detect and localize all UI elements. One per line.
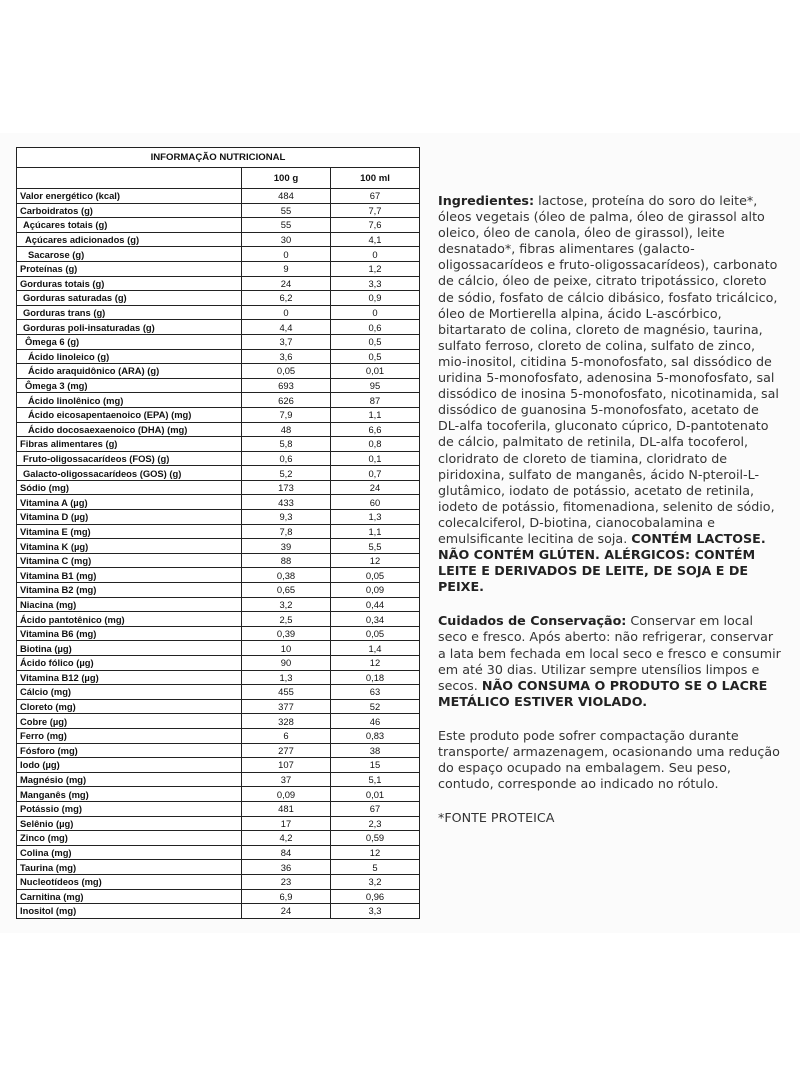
value-per-100g: 433 bbox=[242, 495, 331, 510]
value-per-100ml: 0,01 bbox=[331, 787, 420, 802]
nutrient-name: Carboidratos (g) bbox=[17, 203, 242, 218]
value-per-100ml: 0,9 bbox=[331, 291, 420, 306]
value-per-100g: 37 bbox=[242, 772, 331, 787]
value-per-100g: 5,8 bbox=[242, 437, 331, 452]
value-per-100g: 88 bbox=[242, 553, 331, 568]
value-per-100g: 3,2 bbox=[242, 597, 331, 612]
table-row bbox=[17, 276, 420, 291]
nutrient-name: Ômega 3 (mg) bbox=[17, 378, 242, 393]
value-per-100g: 693 bbox=[242, 378, 331, 393]
value-per-100ml: 0 bbox=[331, 247, 420, 262]
value-per-100ml: 67 bbox=[331, 189, 420, 204]
header-100g: 100 g bbox=[242, 168, 331, 189]
table-row bbox=[17, 904, 420, 919]
value-per-100ml: 0,59 bbox=[331, 831, 420, 846]
table-row bbox=[17, 670, 420, 685]
value-per-100ml: 67 bbox=[331, 801, 420, 816]
value-per-100g: 9 bbox=[242, 261, 331, 276]
header-100ml: 100 ml bbox=[331, 168, 420, 189]
table-row bbox=[17, 699, 420, 714]
table-row bbox=[17, 232, 420, 247]
table-row bbox=[17, 626, 420, 641]
value-per-100g: 0 bbox=[242, 305, 331, 320]
table-row bbox=[17, 758, 420, 773]
allergen-warning: CONTÉM LACTOSE. NÃO CONTÉM GLÚTEN. ALÉRGICOS: CONTÉM LEITE E DERIVADOS DE LEITE, DE SOJA E DE PEIXE. bbox=[438, 530, 766, 595]
value-per-100ml: 0,5 bbox=[331, 349, 420, 364]
value-per-100ml: 0,5 bbox=[331, 334, 420, 349]
value-per-100ml: 0,6 bbox=[331, 320, 420, 335]
nutrient-name: Fruto-oligossacarídeos (FOS) (g) bbox=[17, 451, 242, 466]
nutrient-name: Zinco (mg) bbox=[17, 831, 242, 846]
nutrient-name: Biotina (µg) bbox=[17, 641, 242, 656]
value-per-100ml: 60 bbox=[331, 495, 420, 510]
value-per-100g: 55 bbox=[242, 218, 331, 233]
value-per-100g: 455 bbox=[242, 685, 331, 700]
table-row bbox=[17, 334, 420, 349]
value-per-100g: 84 bbox=[242, 845, 331, 860]
nutrient-name: Sódio (mg) bbox=[17, 480, 242, 495]
nutrient-name: Vitamina B1 (mg) bbox=[17, 568, 242, 583]
nutrient-name: Ácido linolênico (mg) bbox=[17, 393, 242, 408]
value-per-100ml: 5,1 bbox=[331, 772, 420, 787]
nutrient-name: Cloreto (mg) bbox=[17, 699, 242, 714]
nutrient-name: Ácido fólico (µg) bbox=[17, 656, 242, 671]
table-row bbox=[17, 728, 420, 743]
compaction-note: Este produto pode sofrer compactação durante transporte/ armazenagem, ocasionando uma redução do espaço ocupado na embalagem. Seu peso, contudo, corresponde ao indicado no rótulo. bbox=[438, 727, 780, 792]
nutrient-name: Açúcares totais (g) bbox=[17, 218, 242, 233]
value-per-100ml: 46 bbox=[331, 714, 420, 729]
nutrient-name: Cálcio (mg) bbox=[17, 685, 242, 700]
value-per-100g: 90 bbox=[242, 656, 331, 671]
table-row bbox=[17, 583, 420, 598]
value-per-100ml: 0,05 bbox=[331, 626, 420, 641]
value-per-100g: 1,3 bbox=[242, 670, 331, 685]
nutrient-name: Iodo (µg) bbox=[17, 758, 242, 773]
value-per-100ml: 7,7 bbox=[331, 203, 420, 218]
table-row bbox=[17, 218, 420, 233]
table-row bbox=[17, 510, 420, 525]
value-per-100ml: 38 bbox=[331, 743, 420, 758]
table-title: INFORMAÇÃO NUTRICIONAL bbox=[17, 148, 420, 168]
value-per-100g: 36 bbox=[242, 860, 331, 875]
value-per-100ml: 12 bbox=[331, 656, 420, 671]
value-per-100g: 3,7 bbox=[242, 334, 331, 349]
table-row bbox=[17, 291, 420, 306]
value-per-100g: 0,38 bbox=[242, 568, 331, 583]
value-per-100g: 6 bbox=[242, 728, 331, 743]
value-per-100ml: 12 bbox=[331, 553, 420, 568]
nutrient-name: Valor energético (kcal) bbox=[17, 189, 242, 204]
value-per-100g: 0,05 bbox=[242, 364, 331, 379]
storage-paragraph bbox=[438, 613, 783, 710]
table-row bbox=[17, 553, 420, 568]
nutrient-name: Colina (mg) bbox=[17, 845, 242, 860]
value-per-100g: 48 bbox=[242, 422, 331, 437]
table-row bbox=[17, 189, 420, 204]
nutrient-name: Potássio (mg) bbox=[17, 801, 242, 816]
table-row bbox=[17, 685, 420, 700]
table-row bbox=[17, 349, 420, 364]
value-per-100ml: 2,3 bbox=[331, 816, 420, 831]
table-row bbox=[17, 524, 420, 539]
nutrient-name: Galacto-oligossacarídeos (GOS) (g) bbox=[17, 466, 242, 481]
value-per-100g: 23 bbox=[242, 874, 331, 889]
nutrient-name: Ômega 6 (g) bbox=[17, 334, 242, 349]
value-per-100ml: 5 bbox=[331, 860, 420, 875]
value-per-100g: 626 bbox=[242, 393, 331, 408]
value-per-100ml: 1,3 bbox=[331, 510, 420, 525]
value-per-100ml: 12 bbox=[331, 845, 420, 860]
value-per-100ml: 0,34 bbox=[331, 612, 420, 627]
nutrient-name: Ácido docosaexaenoico (DHA) (mg) bbox=[17, 422, 242, 437]
table-row bbox=[17, 831, 420, 846]
nutrient-name: Ácido araquidônico (ARA) (g) bbox=[17, 364, 242, 379]
value-per-100ml: 0,83 bbox=[331, 728, 420, 743]
nutrient-name: Vitamina B2 (mg) bbox=[17, 583, 242, 598]
table-row bbox=[17, 801, 420, 816]
table-row bbox=[17, 437, 420, 452]
value-per-100ml: 3,2 bbox=[331, 874, 420, 889]
table-row bbox=[17, 451, 420, 466]
value-per-100g: 0,09 bbox=[242, 787, 331, 802]
ingredients-list: lactose, proteína do soro do leite*, óleos vegetais (óleo de palma, óleo de girassol alto oleico, óleo de canola, óleo de girassol), leite desnatado*, fibras alimentares (galacto-oligossacarídeos e fruto-oligossacarídeos), carbonato de cálcio, óleo de peixe, citrato tripotássico, cloreto de sódio, fosfato de cálcio dibásico, fosfato tricálcico, óleo de Mortierella alpina, ácido L-ascórbico, bitartarato de colina, cloreto de magnésio, taurina, sulfato ferroso, cloreto de colina, sulfato de zinco, mio-inositol, citidina 5-monofosfato, sal dissódico de uridina 5-monofosfato, adenosina 5-monofosfato, sal dissódico de inosina 5-monofosfato, nicotinamida, sal dissódico de guanosina 5-monofosfato, acetato de DL-alfa tocoferila, gluconato cúprico, D-pantotenato de cálcio, palmitato de retinila, DL-alfa tocoferol, cloridrato de cloreto de tiamina, cloridrato de piridoxina, sulfato de manganês, ácido N-pteroil-L-glutâmico, iodato de potássio, acetato de retinila, iodeto de potássio, fitomenadiona, selenito de sódio, colecalciferol, D-biotina, cianocobalamina e emulsificante lecitina de soja. bbox=[438, 193, 779, 546]
value-per-100g: 0,6 bbox=[242, 451, 331, 466]
table-header-row bbox=[17, 168, 420, 189]
table-row bbox=[17, 203, 420, 218]
value-per-100ml: 24 bbox=[331, 480, 420, 495]
value-per-100ml: 0,44 bbox=[331, 597, 420, 612]
value-per-100g: 10 bbox=[242, 641, 331, 656]
table-row bbox=[17, 393, 420, 408]
table-row bbox=[17, 597, 420, 612]
table-row bbox=[17, 539, 420, 554]
table-row bbox=[17, 845, 420, 860]
value-per-100ml: 0,05 bbox=[331, 568, 420, 583]
nutrient-name: Manganês (mg) bbox=[17, 787, 242, 802]
ingredients-paragraph bbox=[438, 193, 783, 595]
table-row bbox=[17, 860, 420, 875]
storage-text: Conservar em local seco e fresco. Após aberto: não refrigerar, conservar a lata bem fechada em local seco e fresco e consumir em até 30 dias. Utilizar sempre utensílios limpos e secos. bbox=[438, 613, 781, 693]
value-per-100g: 0 bbox=[242, 247, 331, 262]
value-per-100g: 107 bbox=[242, 758, 331, 773]
value-per-100ml: 0,09 bbox=[331, 583, 420, 598]
nutrient-name: Açúcares adicionados (g) bbox=[17, 232, 242, 247]
product-info-text bbox=[438, 193, 783, 844]
table-row bbox=[17, 787, 420, 802]
nutrient-name: Fibras alimentares (g) bbox=[17, 437, 242, 452]
nutrient-name: Sacarose (g) bbox=[17, 247, 242, 262]
value-per-100ml: 0,01 bbox=[331, 364, 420, 379]
nutrient-name: Inositol (mg) bbox=[17, 904, 242, 919]
table-row bbox=[17, 743, 420, 758]
table-row bbox=[17, 641, 420, 656]
header-blank bbox=[17, 168, 242, 189]
value-per-100g: 0,65 bbox=[242, 583, 331, 598]
table-body bbox=[17, 189, 420, 919]
protein-source-footnote: *FONTE PROTEICA bbox=[438, 810, 555, 826]
nutrient-name: Vitamina B12 (µg) bbox=[17, 670, 242, 685]
nutrient-name: Vitamina E (mg) bbox=[17, 524, 242, 539]
nutrient-name: Nucleotídeos (mg) bbox=[17, 874, 242, 889]
value-per-100g: 6,9 bbox=[242, 889, 331, 904]
nutrient-name: Vitamina D (µg) bbox=[17, 510, 242, 525]
nutrient-name: Vitamina B6 (mg) bbox=[17, 626, 242, 641]
value-per-100ml: 7,6 bbox=[331, 218, 420, 233]
table-row bbox=[17, 407, 420, 422]
value-per-100g: 39 bbox=[242, 539, 331, 554]
table-row bbox=[17, 889, 420, 904]
value-per-100ml: 5,5 bbox=[331, 539, 420, 554]
value-per-100ml: 63 bbox=[331, 685, 420, 700]
table-title-row bbox=[17, 148, 420, 168]
nutrient-name: Vitamina A (µg) bbox=[17, 495, 242, 510]
value-per-100g: 17 bbox=[242, 816, 331, 831]
nutrient-name: Vitamina C (mg) bbox=[17, 553, 242, 568]
table-row bbox=[17, 816, 420, 831]
table-row bbox=[17, 714, 420, 729]
value-per-100g: 5,2 bbox=[242, 466, 331, 481]
value-per-100g: 55 bbox=[242, 203, 331, 218]
value-per-100g: 24 bbox=[242, 904, 331, 919]
nutrient-name: Gorduras trans (g) bbox=[17, 305, 242, 320]
value-per-100g: 4,2 bbox=[242, 831, 331, 846]
value-per-100g: 173 bbox=[242, 480, 331, 495]
nutrient-name: Niacina (mg) bbox=[17, 597, 242, 612]
table-row bbox=[17, 772, 420, 787]
value-per-100g: 377 bbox=[242, 699, 331, 714]
value-per-100g: 7,8 bbox=[242, 524, 331, 539]
value-per-100g: 484 bbox=[242, 189, 331, 204]
nutrient-name: Ácido linoleico (g) bbox=[17, 349, 242, 364]
value-per-100ml: 1,2 bbox=[331, 261, 420, 276]
nutrient-name: Magnésio (mg) bbox=[17, 772, 242, 787]
table-row bbox=[17, 466, 420, 481]
value-per-100ml: 1,1 bbox=[331, 524, 420, 539]
seal-warning: NÃO CONSUMA O PRODUTO SE O LACRE METÁLICO ESTIVER VIOLADO. bbox=[438, 677, 768, 709]
value-per-100g: 328 bbox=[242, 714, 331, 729]
nutrient-name: Vitamina K (µg) bbox=[17, 539, 242, 554]
value-per-100ml: 6,6 bbox=[331, 422, 420, 437]
nutrient-name: Gorduras totais (g) bbox=[17, 276, 242, 291]
table-row bbox=[17, 656, 420, 671]
value-per-100g: 277 bbox=[242, 743, 331, 758]
value-per-100ml: 1,1 bbox=[331, 407, 420, 422]
table-row bbox=[17, 364, 420, 379]
value-per-100g: 24 bbox=[242, 276, 331, 291]
value-per-100g: 9,3 bbox=[242, 510, 331, 525]
value-per-100ml: 0,7 bbox=[331, 466, 420, 481]
value-per-100g: 6,2 bbox=[242, 291, 331, 306]
value-per-100ml: 87 bbox=[331, 393, 420, 408]
value-per-100ml: 0,8 bbox=[331, 437, 420, 452]
nutrient-name: Gorduras saturadas (g) bbox=[17, 291, 242, 306]
table-row bbox=[17, 378, 420, 393]
nutrient-name: Carnitina (mg) bbox=[17, 889, 242, 904]
value-per-100g: 481 bbox=[242, 801, 331, 816]
table-row bbox=[17, 612, 420, 627]
value-per-100g: 0,39 bbox=[242, 626, 331, 641]
table-row bbox=[17, 568, 420, 583]
table-row bbox=[17, 247, 420, 262]
nutrient-name: Gorduras poli-insaturadas (g) bbox=[17, 320, 242, 335]
value-per-100ml: 0 bbox=[331, 305, 420, 320]
table-row bbox=[17, 261, 420, 276]
nutrition-table bbox=[16, 147, 420, 919]
nutrient-name: Ácido eicosapentaenoico (EPA) (mg) bbox=[17, 407, 242, 422]
ingredients-heading: Ingredientes: bbox=[438, 193, 535, 208]
nutrient-name: Selênio (µg) bbox=[17, 816, 242, 831]
nutrient-name: Ácido pantotênico (mg) bbox=[17, 612, 242, 627]
value-per-100g: 2,5 bbox=[242, 612, 331, 627]
nutrient-name: Ferro (mg) bbox=[17, 728, 242, 743]
table-row bbox=[17, 874, 420, 889]
value-per-100g: 3,6 bbox=[242, 349, 331, 364]
value-per-100g: 4,4 bbox=[242, 320, 331, 335]
table-row bbox=[17, 422, 420, 437]
value-per-100ml: 15 bbox=[331, 758, 420, 773]
nutrient-name: Proteínas (g) bbox=[17, 261, 242, 276]
value-per-100ml: 4,1 bbox=[331, 232, 420, 247]
value-per-100ml: 3,3 bbox=[331, 904, 420, 919]
value-per-100g: 30 bbox=[242, 232, 331, 247]
value-per-100ml: 3,3 bbox=[331, 276, 420, 291]
table-row bbox=[17, 480, 420, 495]
nutrient-name: Cobre (µg) bbox=[17, 714, 242, 729]
value-per-100ml: 0,18 bbox=[331, 670, 420, 685]
value-per-100g: 7,9 bbox=[242, 407, 331, 422]
nutrient-name: Fósforo (mg) bbox=[17, 743, 242, 758]
value-per-100ml: 0,96 bbox=[331, 889, 420, 904]
value-per-100ml: 52 bbox=[331, 699, 420, 714]
value-per-100ml: 0,1 bbox=[331, 451, 420, 466]
value-per-100ml: 95 bbox=[331, 378, 420, 393]
storage-heading: Cuidados de Conservação: bbox=[438, 613, 627, 629]
value-per-100ml: 1,4 bbox=[331, 641, 420, 656]
table-row bbox=[17, 495, 420, 510]
nutrient-name: Taurina (mg) bbox=[17, 860, 242, 875]
table-row bbox=[17, 320, 420, 335]
table-row bbox=[17, 305, 420, 320]
